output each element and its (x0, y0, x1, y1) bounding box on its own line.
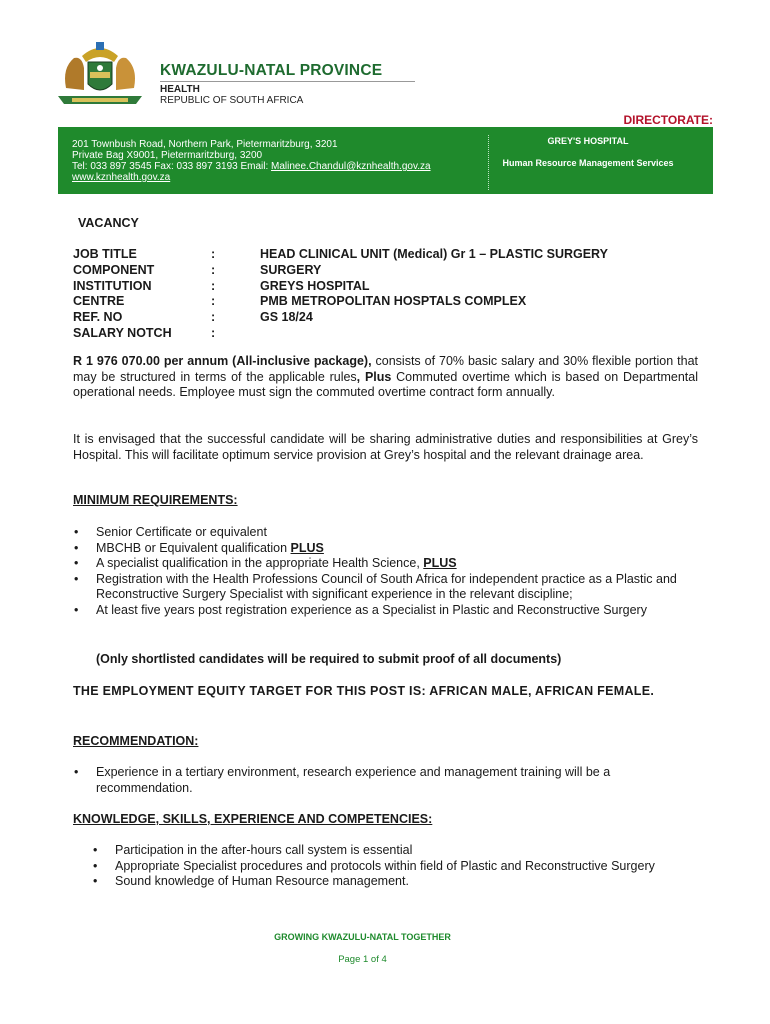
shortlist-note: (Only shortlisted candidates will be required to submit proof of all documents) (96, 652, 562, 666)
min-req-list (73, 525, 698, 618)
equity-statement: THE EMPLOYMENT EQUITY TARGET FOR THIS POST IS: AFRICAN MALE, AFRICAN FEMALE. (73, 684, 655, 698)
contact-line (72, 161, 431, 172)
field-label: JOB TITLE (73, 247, 137, 261)
field-value: SURGERY (260, 262, 322, 277)
salary-text-2: Commuted overtime which is based on Departmental operational needs. Employee must sign the commuted overtime contract form annually. (73, 369, 698, 399)
list-item (73, 541, 698, 557)
salary-paragraph (73, 354, 698, 401)
header-divider (160, 81, 415, 82)
plus-emphasis: PLUS (423, 556, 457, 570)
salary-text-1: consists of 70% basic salary and 30% flexible portion that may be structured in terms of the applicable rules (73, 354, 698, 384)
plus-emphasis: PLUS (290, 540, 324, 555)
hospital-name: GREY'S HOSPITAL (547, 136, 629, 146)
address-line-1: 201 Townbush Road, Northern Park, Pietermaritzburg, 3201 (72, 139, 338, 150)
field-colon: : (211, 262, 216, 277)
field-colon: : (211, 294, 216, 309)
recommendation-heading: RECOMMENDATION: (73, 734, 199, 748)
field-label: INSTITUTION (73, 278, 152, 293)
list-item: • Participation in the after-hours call system is essential (92, 843, 687, 859)
field-colon: : (211, 247, 216, 261)
field-row (73, 247, 693, 263)
field-value: GS 18/24 (260, 310, 313, 325)
phone-fax-text: Tel: 033 897 3545 Fax: 033 897 3193 Email: (72, 161, 272, 172)
address-line-2: Private Bag X9001, Pietermaritzburg, 3200 (72, 150, 263, 161)
field-label: COMPONENT (73, 262, 155, 277)
field-label: SALARY NOTCH (73, 325, 172, 340)
field-row (73, 294, 693, 310)
salary-amount: R 1 976 070.00 per annum (All-inclusive package), (73, 354, 372, 368)
kzn-coat-of-arms-icon (52, 38, 148, 110)
list-item: • Registration with the Health Professions Council of South Africa for independent practice as a Plastic and Reconstructive Surgery Specialist with significant experience in the relevant discipline; (73, 572, 698, 603)
republic-name: REPUBLIC OF SOUTH AFRICA (160, 95, 304, 106)
field-label: REF. NO (73, 310, 123, 325)
kse-heading: KNOWLEDGE, SKILLS, EXPERIENCE AND COMPETENCIES: (73, 812, 433, 826)
page-number: Page 1 of 4 (338, 954, 387, 965)
unit-name: Human Resource Management Services (502, 158, 674, 168)
recommendation-list (73, 765, 683, 796)
list-item: • Appropriate Specialist procedures and protocols within field of Plastic and Reconstructive Surgery (92, 859, 687, 875)
field-colon: : (211, 310, 216, 325)
field-row (73, 326, 693, 342)
item-text: MBCHB or Equivalent qualification (96, 540, 291, 555)
kse-list (92, 843, 687, 890)
field-value: HEAD CLINICAL UNIT (Medical) Gr 1 – PLASTIC SURGERY (260, 247, 608, 261)
list-item: • Experience in a tertiary environment, research experience and management training will be a recommendation. (73, 765, 683, 796)
list-item: • Senior Certificate or equivalent (73, 525, 698, 541)
field-value: PMB METROPOLITAN HOSPTALS COMPLEX (260, 294, 527, 309)
field-row (73, 279, 693, 295)
email-link[interactable]: Malinee.Chandul@kznhealth.gov.za (271, 161, 431, 172)
field-colon: : (211, 325, 216, 340)
field-label: CENTRE (73, 294, 125, 309)
field-colon: : (211, 278, 216, 293)
footer-slogan: GROWING KWAZULU-NATAL TOGETHER (274, 932, 451, 942)
list-item (73, 556, 698, 572)
department-name: HEALTH (160, 84, 200, 95)
list-item: • At least five years post registration experience as a Specialist in Plastic and Reconstructive Surgery (73, 603, 698, 619)
field-row (73, 310, 693, 326)
item-text: A specialist qualification in the appropriate Health Science, (96, 556, 424, 570)
envisaged-paragraph: It is envisaged that the successful candidate will be sharing administrative duties and responsibilities at Grey’s Hospital. This will facilitate optimum service provision at Grey’s hospital and the relevant drainage area. (73, 432, 698, 462)
job-details (73, 247, 693, 342)
vacancy-heading: VACANCY (78, 216, 139, 230)
min-req-heading: MINIMUM REQUIREMENTS: (73, 493, 238, 507)
province-title: KWAZULU-NATAL PROVINCE (160, 62, 383, 79)
field-value: GREYS HOSPITAL (260, 278, 370, 293)
website-link[interactable]: www.kznhealth.gov.za (72, 172, 171, 183)
field-row (73, 263, 693, 279)
list-item: • Sound knowledge of Human Resource management. (92, 874, 687, 890)
salary-plus: , Plus (356, 369, 392, 384)
directorate-label: DIRECTORATE: (623, 113, 713, 127)
